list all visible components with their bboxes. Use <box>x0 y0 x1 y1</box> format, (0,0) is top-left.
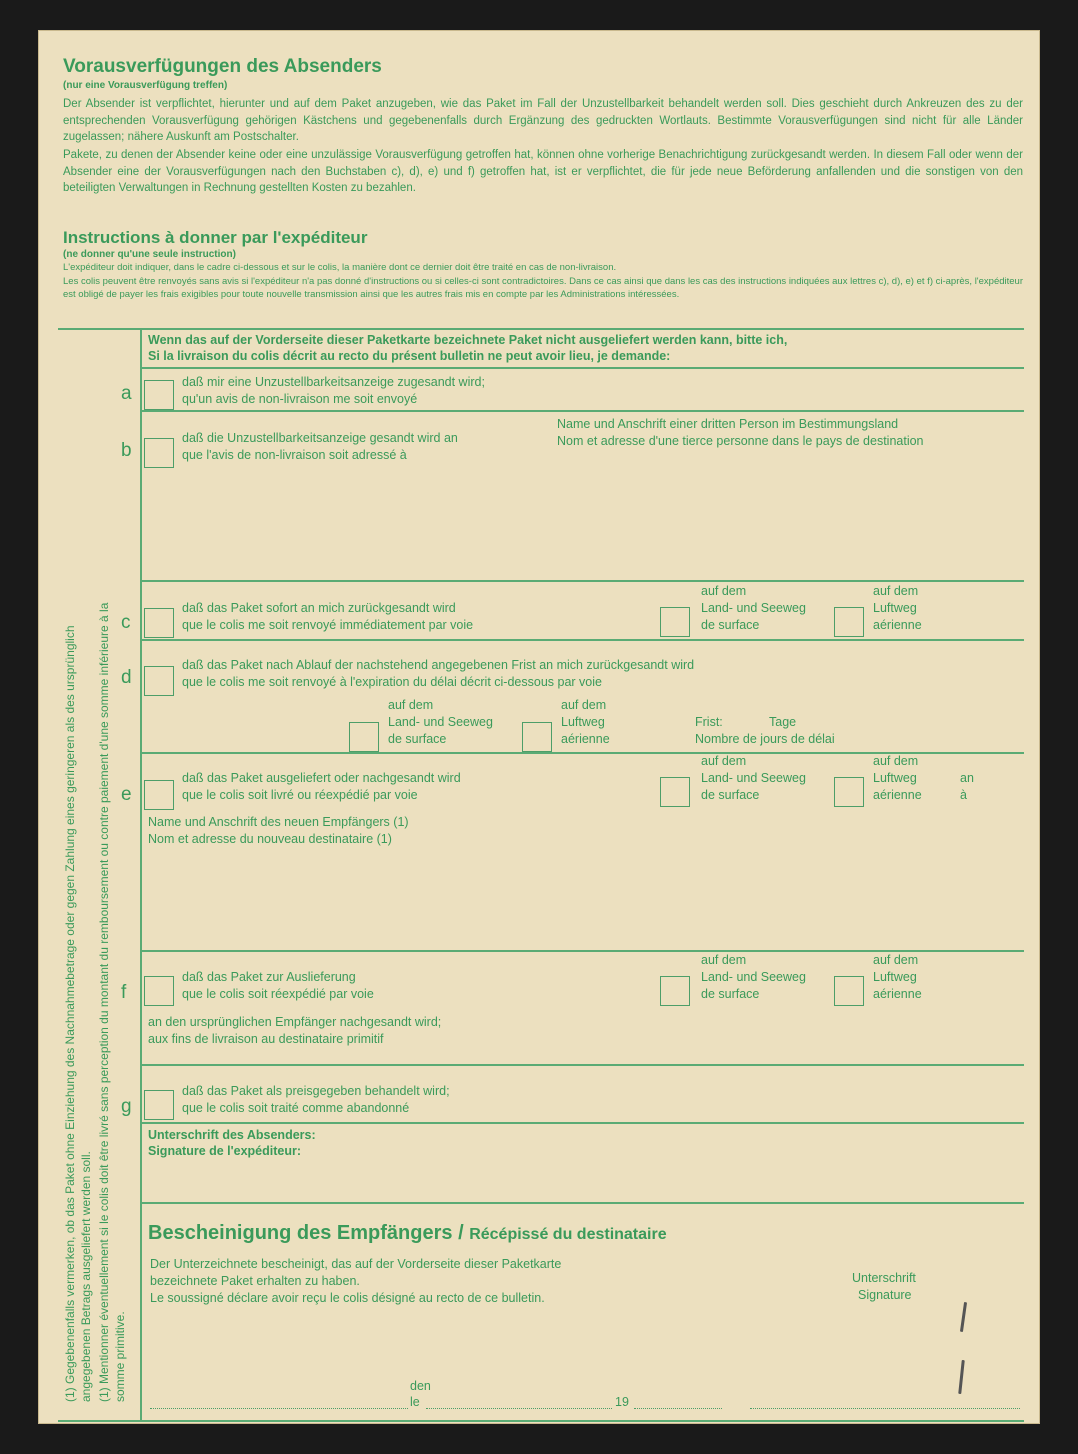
option-a-text-fr: qu'un avis de non-livraison me soit envoyé <box>182 392 418 406</box>
option-e-new-recipient-de: Name und Anschrift des neuen Empfängers (1) <box>148 815 409 829</box>
receipt-year-field[interactable] <box>634 1408 722 1409</box>
intro-text-de: Wenn das auf der Vorderseite dieser Paketkarte bezeichnete Paket nicht ausgeliefert werden kann, bitte ich, <box>148 333 788 347</box>
option-g-text-fr: que le colis soit traité comme abandonné <box>182 1101 410 1115</box>
receipt-title-fr: Récépissé du destinataire <box>469 1226 667 1243</box>
intro-text-fr: Si la livraison du colis décrit au recto du présent bulletin ne peut avoir lieu, je demande: <box>148 349 671 363</box>
option-d-frist-label: Frist: <box>695 715 723 729</box>
footnote-line-3: (1) Mentionner éventuellement si le colis doit être livré sans perception du montant du remboursement ou contre paiement d'une somme inférieure à la <box>97 602 111 1402</box>
option-c-text-de: daß das Paket sofort an mich zurückgesandt wird <box>182 601 456 615</box>
receipt-signature-label-de: Unterschrift <box>852 1271 916 1285</box>
option-b-third-person-fr: Nom et adresse d'une tierce personne dans le pays de destination <box>557 434 924 448</box>
separator-f <box>140 1064 1024 1066</box>
sender-subtitle-de: (nur eine Vorausverfügung treffen) <box>63 80 228 91</box>
frame-bottom-line <box>58 1420 1024 1422</box>
option-c-letter: c <box>121 612 131 633</box>
option-f-surface-label-fr: de surface <box>701 987 760 1001</box>
option-d-checkbox[interactable] <box>144 666 174 696</box>
option-d-surface-label-de: Land- und Seeweg <box>388 715 493 729</box>
option-f-air-label-fr: aérienne <box>873 987 922 1001</box>
option-f-checkbox[interactable] <box>144 976 174 1006</box>
option-a-text-de: daß mir eine Unzustellbarkeitsanzeige zugesandt wird; <box>182 375 485 389</box>
option-e-surface-label-de: Land- und Seeweg <box>701 771 806 785</box>
option-d-text-fr: que le colis me soit renvoyé à l'expiration du délai décrit ci-dessous par voie <box>182 675 602 689</box>
staple-bottom <box>958 1360 965 1394</box>
receipt-den-label: den <box>410 1379 431 1393</box>
option-c-air-checkbox[interactable] <box>834 607 864 637</box>
separator-intro <box>140 367 1024 369</box>
receipt-signature-label-fr: Signature <box>858 1288 912 1302</box>
option-c-surface-label-top: auf dem <box>701 584 747 598</box>
sender-signature-label-de: Unterschrift des Absenders: <box>148 1128 316 1142</box>
option-g-letter: g <box>121 1096 132 1117</box>
option-d-surface-checkbox[interactable] <box>349 722 379 752</box>
option-f-surface-label-top: auf dem <box>701 953 747 967</box>
separator-signature <box>140 1202 1024 1204</box>
option-d-surface-label-fr: de surface <box>388 732 447 746</box>
option-f-letter: f <box>121 982 127 1003</box>
frame-inner-vertical-line <box>140 328 142 1422</box>
option-d-text-de: daß das Paket nach Ablauf der nachstehend angegebenen Frist an mich zurückgesandt wird <box>182 658 695 672</box>
option-f-surface-checkbox[interactable] <box>660 976 690 1006</box>
option-d-surface-label-top: auf dem <box>388 698 434 712</box>
option-e-surface-label-fr: de surface <box>701 788 760 802</box>
option-e-air-checkbox[interactable] <box>834 777 864 807</box>
sender-title-de: Vorausverfügungen des Absenders <box>63 56 382 77</box>
sender-subtitle-fr: (ne donner qu'une seule instruction) <box>63 249 236 260</box>
option-d-tage-label: Tage <box>769 715 797 729</box>
receipt-place-field[interactable] <box>150 1408 408 1409</box>
option-e-surface-label-top: auf dem <box>701 754 747 768</box>
option-c-surface-label-fr: de surface <box>701 618 760 632</box>
staple-top <box>960 1302 967 1332</box>
option-c-checkbox[interactable] <box>144 608 174 638</box>
sender-paragraph-1-de: Der Absender ist verpflichtet, hierunter und auf dem Paket anzugeben, wie das Paket im Fall der Unzustellbarkeit behandelt werden soll. Dies geschieht durch Ankreuzen des zu der entsprechenden Vorausverfügung gehörigen Kästchens und gegebenenfalls durch Ergänzung des gedruckten Wortlauts. Bestimmte Vorausverfügungen sind nicht für alle Länder zugelassen; nähere Auskunft am Postschalter. <box>63 98 1023 143</box>
parcel-card-back <box>38 30 1040 1424</box>
option-f-text-de: daß das Paket zur Auslieferung <box>182 970 356 984</box>
receipt-signature-field[interactable] <box>750 1408 1020 1409</box>
option-e-text-de: daß das Paket ausgeliefert oder nachgesandt wird <box>182 771 461 785</box>
option-b-third-person-de: Name und Anschrift einer dritten Person im Bestimmungsland <box>557 417 899 431</box>
receipt-title-de: Bescheinigung des Empfängers / <box>148 1222 464 1244</box>
option-e-surface-checkbox[interactable] <box>660 777 690 807</box>
option-c-air-label-de: Luftweg <box>873 601 917 615</box>
option-b-checkbox[interactable] <box>144 438 174 468</box>
option-c-surface-checkbox[interactable] <box>660 607 690 637</box>
option-c-text-fr: que le colis me soit renvoyé immédiatement par voie <box>182 618 474 632</box>
option-g-text-de: daß das Paket als preisgegeben behandelt wird; <box>182 1084 450 1098</box>
option-b-letter: b <box>121 440 132 461</box>
receipt-date-field[interactable] <box>426 1408 612 1409</box>
option-b-text-de: daß die Unzustellbarkeitsanzeige gesandt wird an <box>182 431 458 445</box>
sender-title-fr: Instructions à donner par l'expéditeur <box>63 228 368 247</box>
footnote-line-4: somme primitive. <box>113 1311 127 1402</box>
footnote-line-1: (1) Gegebenenfalls vermerken, ob das Paket ohne Einziehung des Nachnahmebetrage oder gegen Zahlung eines geringeren als des ursprünglich <box>63 625 77 1402</box>
receipt-line-2: bezeichnete Paket erhalten zu haben. <box>150 1274 360 1288</box>
receipt-line-1: Der Unterzeichnete bescheinigt, das auf der Vorderseite dieser Paketkarte <box>150 1257 562 1271</box>
option-d-delai-label: Nombre de jours de délai <box>695 732 835 746</box>
option-f-air-label-top: auf dem <box>873 953 919 967</box>
option-e-letter: e <box>121 784 132 805</box>
option-f-text-fr: que le colis soit réexpédié par voie <box>182 987 374 1001</box>
frame-top-line <box>58 328 1024 330</box>
option-f-original-recipient-de: an den ursprünglichen Empfänger nachgesandt wird; <box>148 1015 442 1029</box>
option-e-a-label: à <box>960 788 967 802</box>
sender-signature-label-fr: Signature de l'expéditeur: <box>148 1144 302 1158</box>
option-a-letter: a <box>121 383 132 404</box>
option-b-text-fr: que l'avis de non-livraison soit adressé à <box>182 448 407 462</box>
receipt-line-3: Le soussigné déclare avoir reçu le colis désigné au recto de ce bulletin. <box>150 1291 545 1305</box>
option-c-air-label-fr: aérienne <box>873 618 922 632</box>
option-e-checkbox[interactable] <box>144 780 174 810</box>
option-e-air-label-top: auf dem <box>873 754 919 768</box>
option-c-air-label-top: auf dem <box>873 584 919 598</box>
option-d-air-label-de: Luftweg <box>561 715 605 729</box>
option-f-original-recipient-fr: aux fins de livraison au destinataire primitif <box>148 1032 384 1046</box>
option-a-checkbox[interactable] <box>144 380 174 410</box>
option-f-air-checkbox[interactable] <box>834 976 864 1006</box>
sender-paragraph-2-fr: Les colis peuvent être renvoyés sans avis si l'expéditeur n'a pas donné d'instructions ou si celles-ci sont contradictoires. Dans ce cas ainsi que dans les cas des instructions indiquées aux lettres c), d), e) et f) ci-après, l'expéditeur est obligé de payer les frais exigibles pour toute nouvelle transmission ainsi que les autres frais mis en compte par les Administrations intéressées. <box>63 276 1023 300</box>
receipt-title <box>148 1222 667 1245</box>
option-d-air-label-fr: aérienne <box>561 732 610 746</box>
footnote-line-2: angegebenen Betrags ausgeliefert werden soll. <box>79 1151 93 1402</box>
separator-b <box>140 580 1024 582</box>
sender-paragraph-2-de: Pakete, zu denen der Absender keine oder eine unzulässige Vorausverfügung getroffen hat, können ohne vorherige Benachrichtigung zurückgesandt werden. In diesem Fall oder wenn der Absender eine der Vorausverfügungen nach den Buchstaben c), d), e) und f) getroffen hat, ist er verpflichtet, die für jede neue Beförderung anfallenden und die sonstigen von den beteiligten Verwaltungen in Rechnung gestellten Kosten zu bezahlen. <box>63 149 1023 194</box>
receipt-le-label: le <box>410 1395 420 1409</box>
separator-c <box>140 639 1024 641</box>
option-f-air-label-de: Luftweg <box>873 970 917 984</box>
option-e-new-recipient-fr: Nom et adresse du nouveau destinataire (1) <box>148 832 392 846</box>
option-c-surface-label-de: Land- und Seeweg <box>701 601 806 615</box>
option-d-air-checkbox[interactable] <box>522 722 552 752</box>
option-e-air-label-fr: aérienne <box>873 788 922 802</box>
option-d-air-label-top: auf dem <box>561 698 607 712</box>
separator-g <box>140 1122 1024 1124</box>
option-g-checkbox[interactable] <box>144 1090 174 1120</box>
option-f-surface-label-de: Land- und Seeweg <box>701 970 806 984</box>
option-e-text-fr: que le colis soit livré ou réexpédié par voie <box>182 788 418 802</box>
option-e-an-label: an <box>960 771 974 785</box>
receipt-year-label: 19 <box>615 1395 629 1409</box>
separator-a <box>140 410 1024 412</box>
sender-paragraph-1-fr: L'expéditeur doit indiquer, dans le cadre ci-dessous et sur le colis, la manière dont ce dernier doit être traité en cas de non-livraison. <box>63 262 617 273</box>
option-d-letter: d <box>121 667 132 688</box>
option-e-air-label-de: Luftweg <box>873 771 917 785</box>
